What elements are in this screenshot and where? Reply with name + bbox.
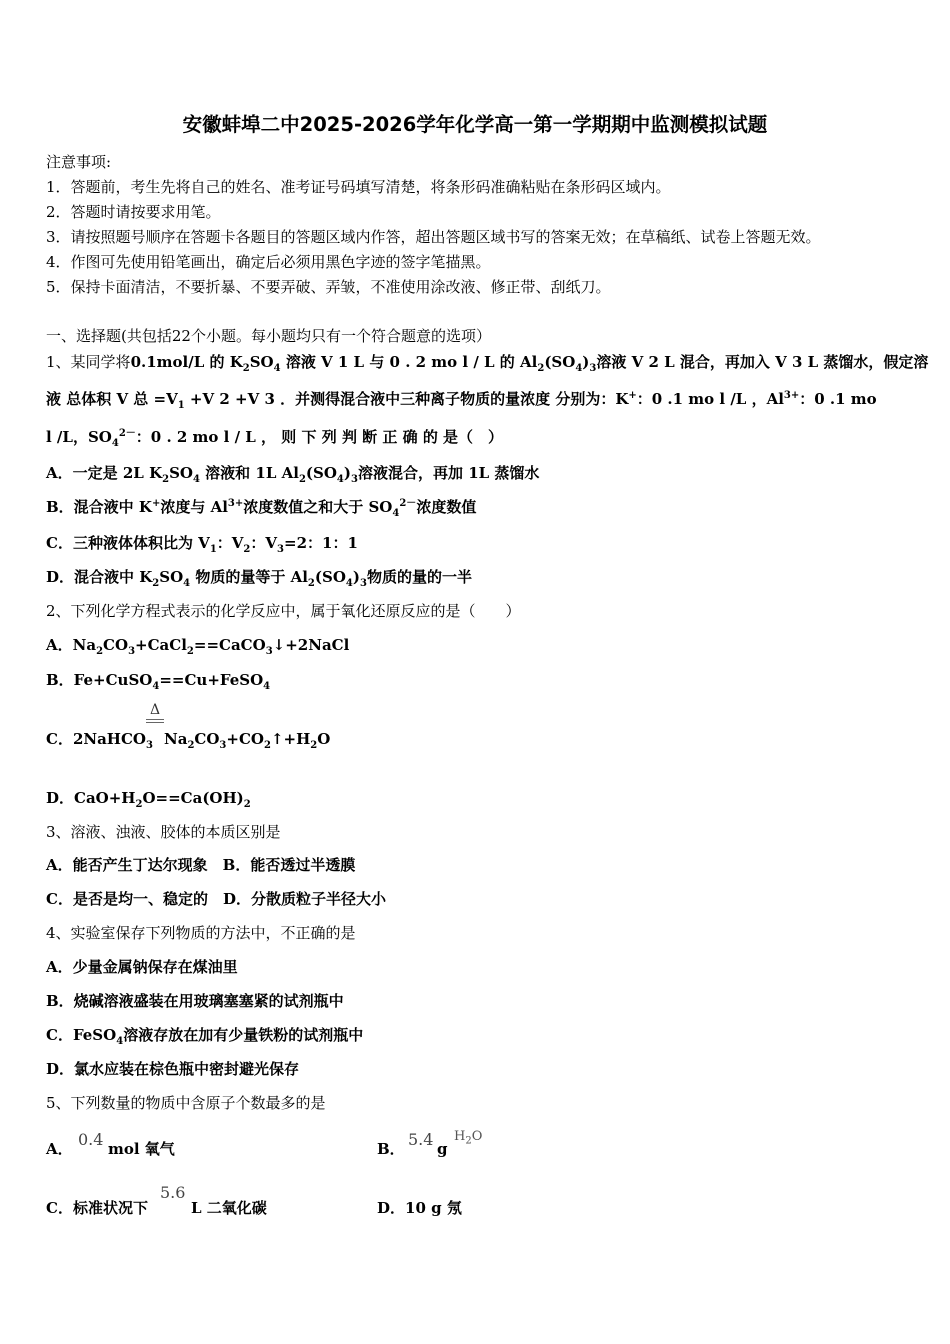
q2-option-b: B．Fe+CuSO$_4$==Cu+FeSO$_4$: [46, 671, 271, 692]
q2-stem: 2、下列化学方程式表示的化学反应中，属于氧化还原反应的是（ ）: [46, 602, 521, 620]
q1-option-d: D．混合液中 $K_2SO_4$ 物质的量等于 $Al_2(SO_4)_3$物质的量的一半: [46, 568, 472, 589]
q1-option-a: A．一定是 2L $K_2SO_4$ 溶液和 1L $Al_2(SO_4)_3$溶液混合，再加 1L 蒸馏水: [46, 464, 540, 485]
q5-option-b-number: 5.4: [408, 1130, 434, 1149]
q5-option-a-label: A．: [46, 1140, 73, 1158]
q4-option-a: A．少量金属钠保存在煤油里: [46, 958, 238, 976]
page-title: 安徽蚌埠二中2025-2026学年化学高一第一学期期中监测模拟试题: [182, 113, 768, 136]
notes-heading: 注意事项:: [46, 153, 112, 171]
q1-option-c: C．三种液体体积比为 $V_1$：$V_2$：$V_3=2$：1：1: [46, 534, 358, 555]
note-item: 1．答题前，考生先将自己的姓名、准考证号码填写清楚，将条形码准确粘贴在条形码区域内。: [46, 178, 671, 196]
q5-stem: 5、下列数量的物质中含原子个数最多的是: [46, 1094, 326, 1112]
section-heading: 一、选择题(共包括22个小题。每小题均只有一个符合题意的选项）: [46, 327, 491, 345]
q5-option-c-text: L 二氧化碳: [191, 1199, 267, 1217]
heat-condition-symbol: Δ: [146, 702, 164, 723]
q1-option-b: B．混合液中 K+浓度与 $Al^{3+}$浓度数值之和大于 $SO_4^{2-}$浓度数值: [46, 498, 477, 519]
q5-option-d: D．10 g 氖: [377, 1199, 462, 1217]
q5-option-a-number: 0.4: [78, 1130, 104, 1149]
q2-option-d: D．$CaO+H_2O==Ca(OH)_2$: [46, 789, 251, 810]
q5-option-a-text: mol 氧气: [108, 1140, 175, 1158]
q3-stem: 3、溶液、浊液、胶体的本质区别是: [46, 823, 281, 841]
q2-option-c-right: $Na_2CO_3+CO_2↑+H_2O$: [164, 730, 331, 751]
q2-option-a: A．$Na_2CO_3+CaCl_2==CaCO_3↓+2NaCl$: [46, 636, 350, 657]
q5-option-c-number: 5.6: [160, 1183, 186, 1202]
q4-stem: 4、实验室保存下列物质的方法中，不正确的是: [46, 924, 356, 942]
q5-option-b-formula: $H_2O$: [454, 1129, 483, 1147]
q5-option-b-label: B．: [377, 1140, 405, 1158]
q2-option-c-left: C．2NaHCO$_3$: [46, 730, 153, 751]
note-item: 5．保持卡面清洁，不要折暴、不要弄破、弄皱，不准使用涂改液、修正带、刮纸刀。: [46, 278, 611, 296]
note-item: 2．答题时请按要求用笔。: [46, 203, 221, 221]
note-item: 4．作图可先使用铅笔画出，确定后必须用黑色字迹的签字笔描黑。: [46, 253, 491, 271]
q4-option-d: D．氯水应装在棕色瓶中密封避光保存: [46, 1060, 300, 1078]
q4-option-c: C．FeSO$_4$溶液存放在加有少量铁粉的试剂瓶中: [46, 1026, 364, 1047]
q3-options-row1: A．能否产生丁达尔现象 B．能否透过半透膜: [46, 856, 356, 874]
q5-option-b-unit: g: [437, 1140, 448, 1158]
q1-stem-line1: 1、某同学将0.1mol/L 的 $K_2SO_4$ 溶液 V 1 L 与 0 . 2 mo l / L 的 $Al_2(SO_4)_3$溶液 V 2 L 混合，再加入 V 3 L 蒸馏水，假定溶: [46, 353, 929, 374]
q5-option-c-label: C．标准状况下: [46, 1199, 148, 1217]
note-item: 3．请按照题号顺序在答题卡各题目的答题区域内作答，超出答题区域书写的答案无效；在草稿纸、试卷上答题无效。: [46, 228, 821, 246]
q3-options-row2: C．是否是均一、稳定的 D．分散质粒子半径大小: [46, 890, 386, 908]
q4-option-b: B．烧碱溶液盛装在用玻璃塞塞紧的试剂瓶中: [46, 992, 344, 1010]
q1-stem-line3: l /L，$SO_4^{2-}$：0 . 2 mo l / L ， 则 下 列 判 断 正 确 的 是（ ）: [46, 428, 504, 449]
q1-stem-line2: 液 总体积 V 总 $=V_1 +V$ 2 +V 3 ．并测得混合液中三种离子物质的量浓度 分别为：K+：0 .1 mo l /L ，$Al^{3+}$：0 .1 mo: [46, 390, 877, 411]
